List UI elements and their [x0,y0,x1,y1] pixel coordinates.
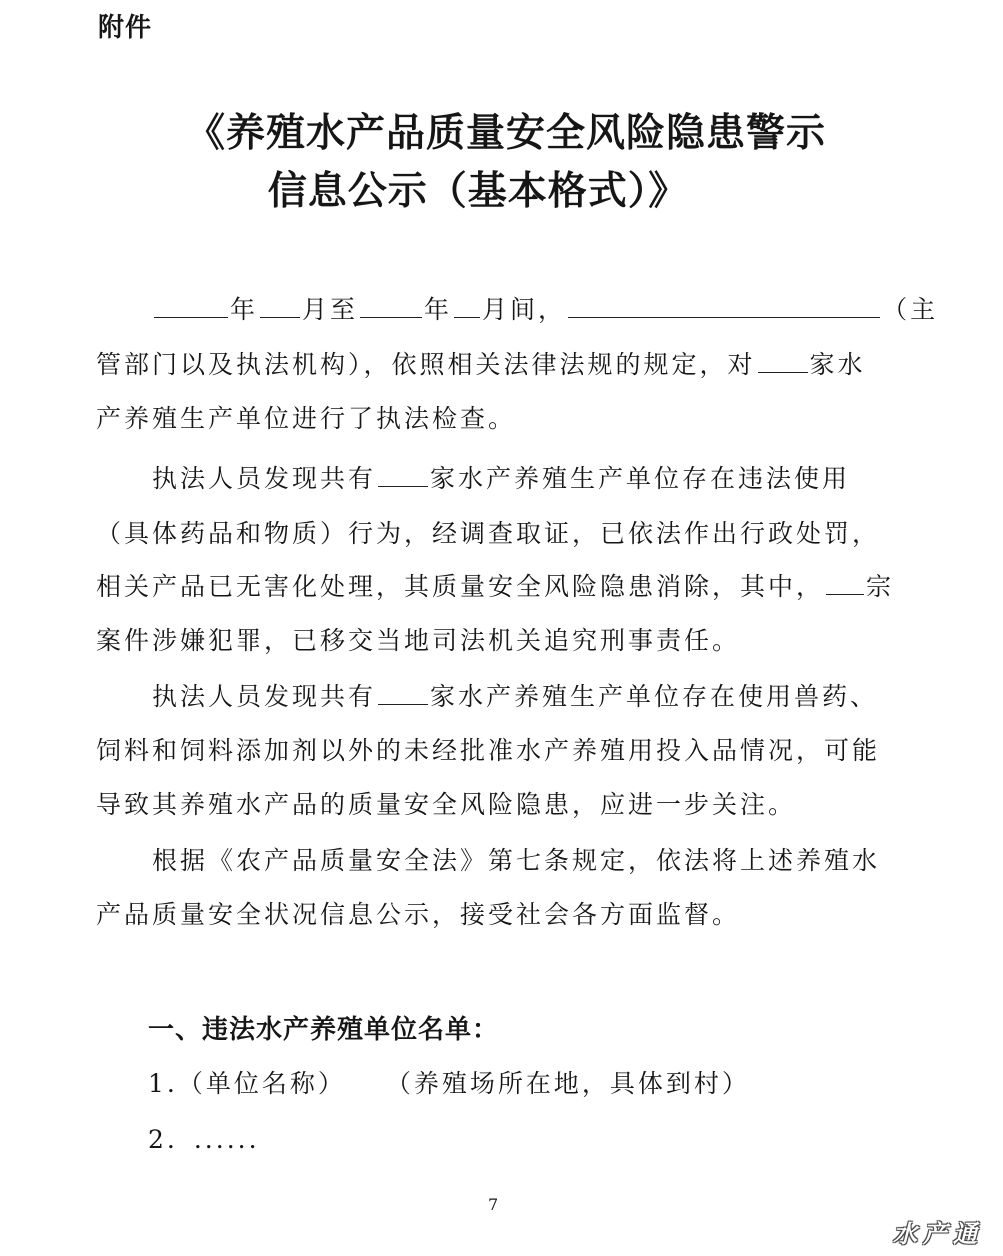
blank-unapproved-count[interactable] [378,682,428,705]
watermark-logo: 水产通 [893,1220,983,1248]
document-title-line-1: 《养殖水产品质量安全风险隐患警示 [185,111,826,156]
blank-criminal-cases[interactable] [826,572,864,595]
blank-end-year[interactable] [360,295,422,318]
list-item-ellipsis: ...... [193,1125,260,1154]
paragraph-3-line-3: 导致其养殖水产品的质量安全风险隐患，应进一步关注。 [96,790,797,819]
paragraph-2-line-2: （具体药品和物质）行为，经调查取证，已依法作出行政处罚， [96,519,881,548]
paragraph-3-line-1: 执法人员发现共有 家水产养殖生产单位存在使用兽药、 [152,682,879,711]
paragraph-2-line-4: 案件涉嫌犯罪，已移交当地司法机关追究刑事责任。 [96,626,741,655]
section-heading: 一、违法水产养殖单位名单： [148,1015,500,1045]
paragraph-2-line-1: 执法人员发现共有 家水产养殖生产单位存在违法使用 [152,464,851,493]
list-item-2 [148,1120,260,1160]
list-item-number: 2. [148,1125,178,1154]
document-title-line-2: 信息公示（基本格式）》 [267,169,689,214]
page-number: 7 [488,1195,499,1214]
list-item-1 [148,1064,750,1104]
list-item-number: 1. [148,1069,178,1098]
paragraph-1-line-2: 管部门以及执法机构），依照相关法律法规的规定，对 家水 [96,350,866,379]
blank-illegal-count[interactable] [378,464,428,487]
paragraph-3-line-2: 饲料和饲料添加剂以外的未经批准水产养殖用投入品情况，可能 [96,736,881,765]
blank-inspected-count[interactable] [758,350,808,373]
blank-start-month[interactable] [260,295,300,318]
attachment-label: 附件 [98,13,153,43]
paragraph-2-line-3: 相关产品已无害化处理，其质量安全风险隐患消除，其中， 宗 [96,572,895,601]
list-item-unit-name: （单位名称） [177,1069,346,1098]
list-item-location: （养殖场所在地，具体到村） [385,1069,750,1098]
blank-authority[interactable] [568,295,880,318]
paragraph-4-line-1: 根据《农产品质量安全法》第七条规定，依法将上述养殖水 [152,846,881,875]
blank-start-year[interactable] [154,295,228,318]
paragraph-1-line-3: 产养殖生产单位进行了执法检查。 [96,404,517,433]
blank-end-month[interactable] [454,295,480,318]
paragraph-1-line-1: 年 月至 年 月间， （主 [152,281,938,339]
paragraph-4-line-2: 产品质量安全状况信息公示，接受社会各方面监督。 [96,900,741,929]
